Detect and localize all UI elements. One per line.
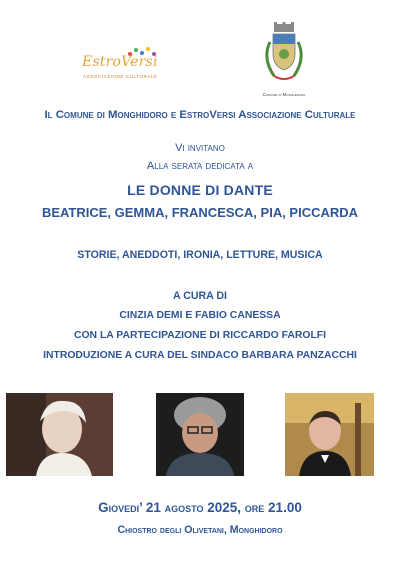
event-subtitle: BEATRICE, GEMMA, FRANCESCA, PIA, PICCARDA bbox=[41, 205, 359, 220]
comune-caption: Comune di Monghidoro bbox=[262, 92, 306, 97]
event-venue: Chiostro degli Olivetani, Monghidoro bbox=[117, 524, 283, 536]
curated-by-label: A CURA DI bbox=[173, 290, 227, 302]
curators-names: CINZIA DEMI E FABIO CANESSA bbox=[119, 310, 281, 321]
municipal-crest-icon bbox=[260, 22, 308, 90]
event-topics: STORIE, ANEDDOTI, IRONIA, LETTURE, MUSICA bbox=[77, 249, 323, 261]
portrait-photo-1 bbox=[6, 393, 113, 476]
portrait-photo-2 bbox=[156, 393, 244, 476]
intro-line: INTRODUZIONE A CURA DEL SINDACO BARBARA PANZACCHI bbox=[43, 350, 357, 361]
comune-logo bbox=[254, 22, 314, 100]
event-date-time: Giovedi’ 21 agosto 2025, ore 21.00 bbox=[98, 500, 302, 515]
guest-line: CON LA PARTECIPAZIONE DI RICCARDO FAROLFI bbox=[73, 330, 327, 341]
estroversi-subtitle: ASSOCIAZIONE CULTURALE bbox=[83, 74, 158, 79]
organizers-line: Il Comune di Monghidoro e EstroVersi Associazione Culturale bbox=[44, 109, 356, 121]
estroversi-brand: EstroVersi bbox=[82, 54, 158, 70]
event-title: LE DONNE DI DANTE bbox=[127, 182, 273, 198]
estroversi-logo bbox=[78, 44, 160, 84]
invite-line-1: Vi invitano bbox=[175, 142, 225, 154]
invite-line-2: Alla serata dedicata a bbox=[146, 160, 254, 172]
portrait-photo-3 bbox=[285, 393, 374, 476]
